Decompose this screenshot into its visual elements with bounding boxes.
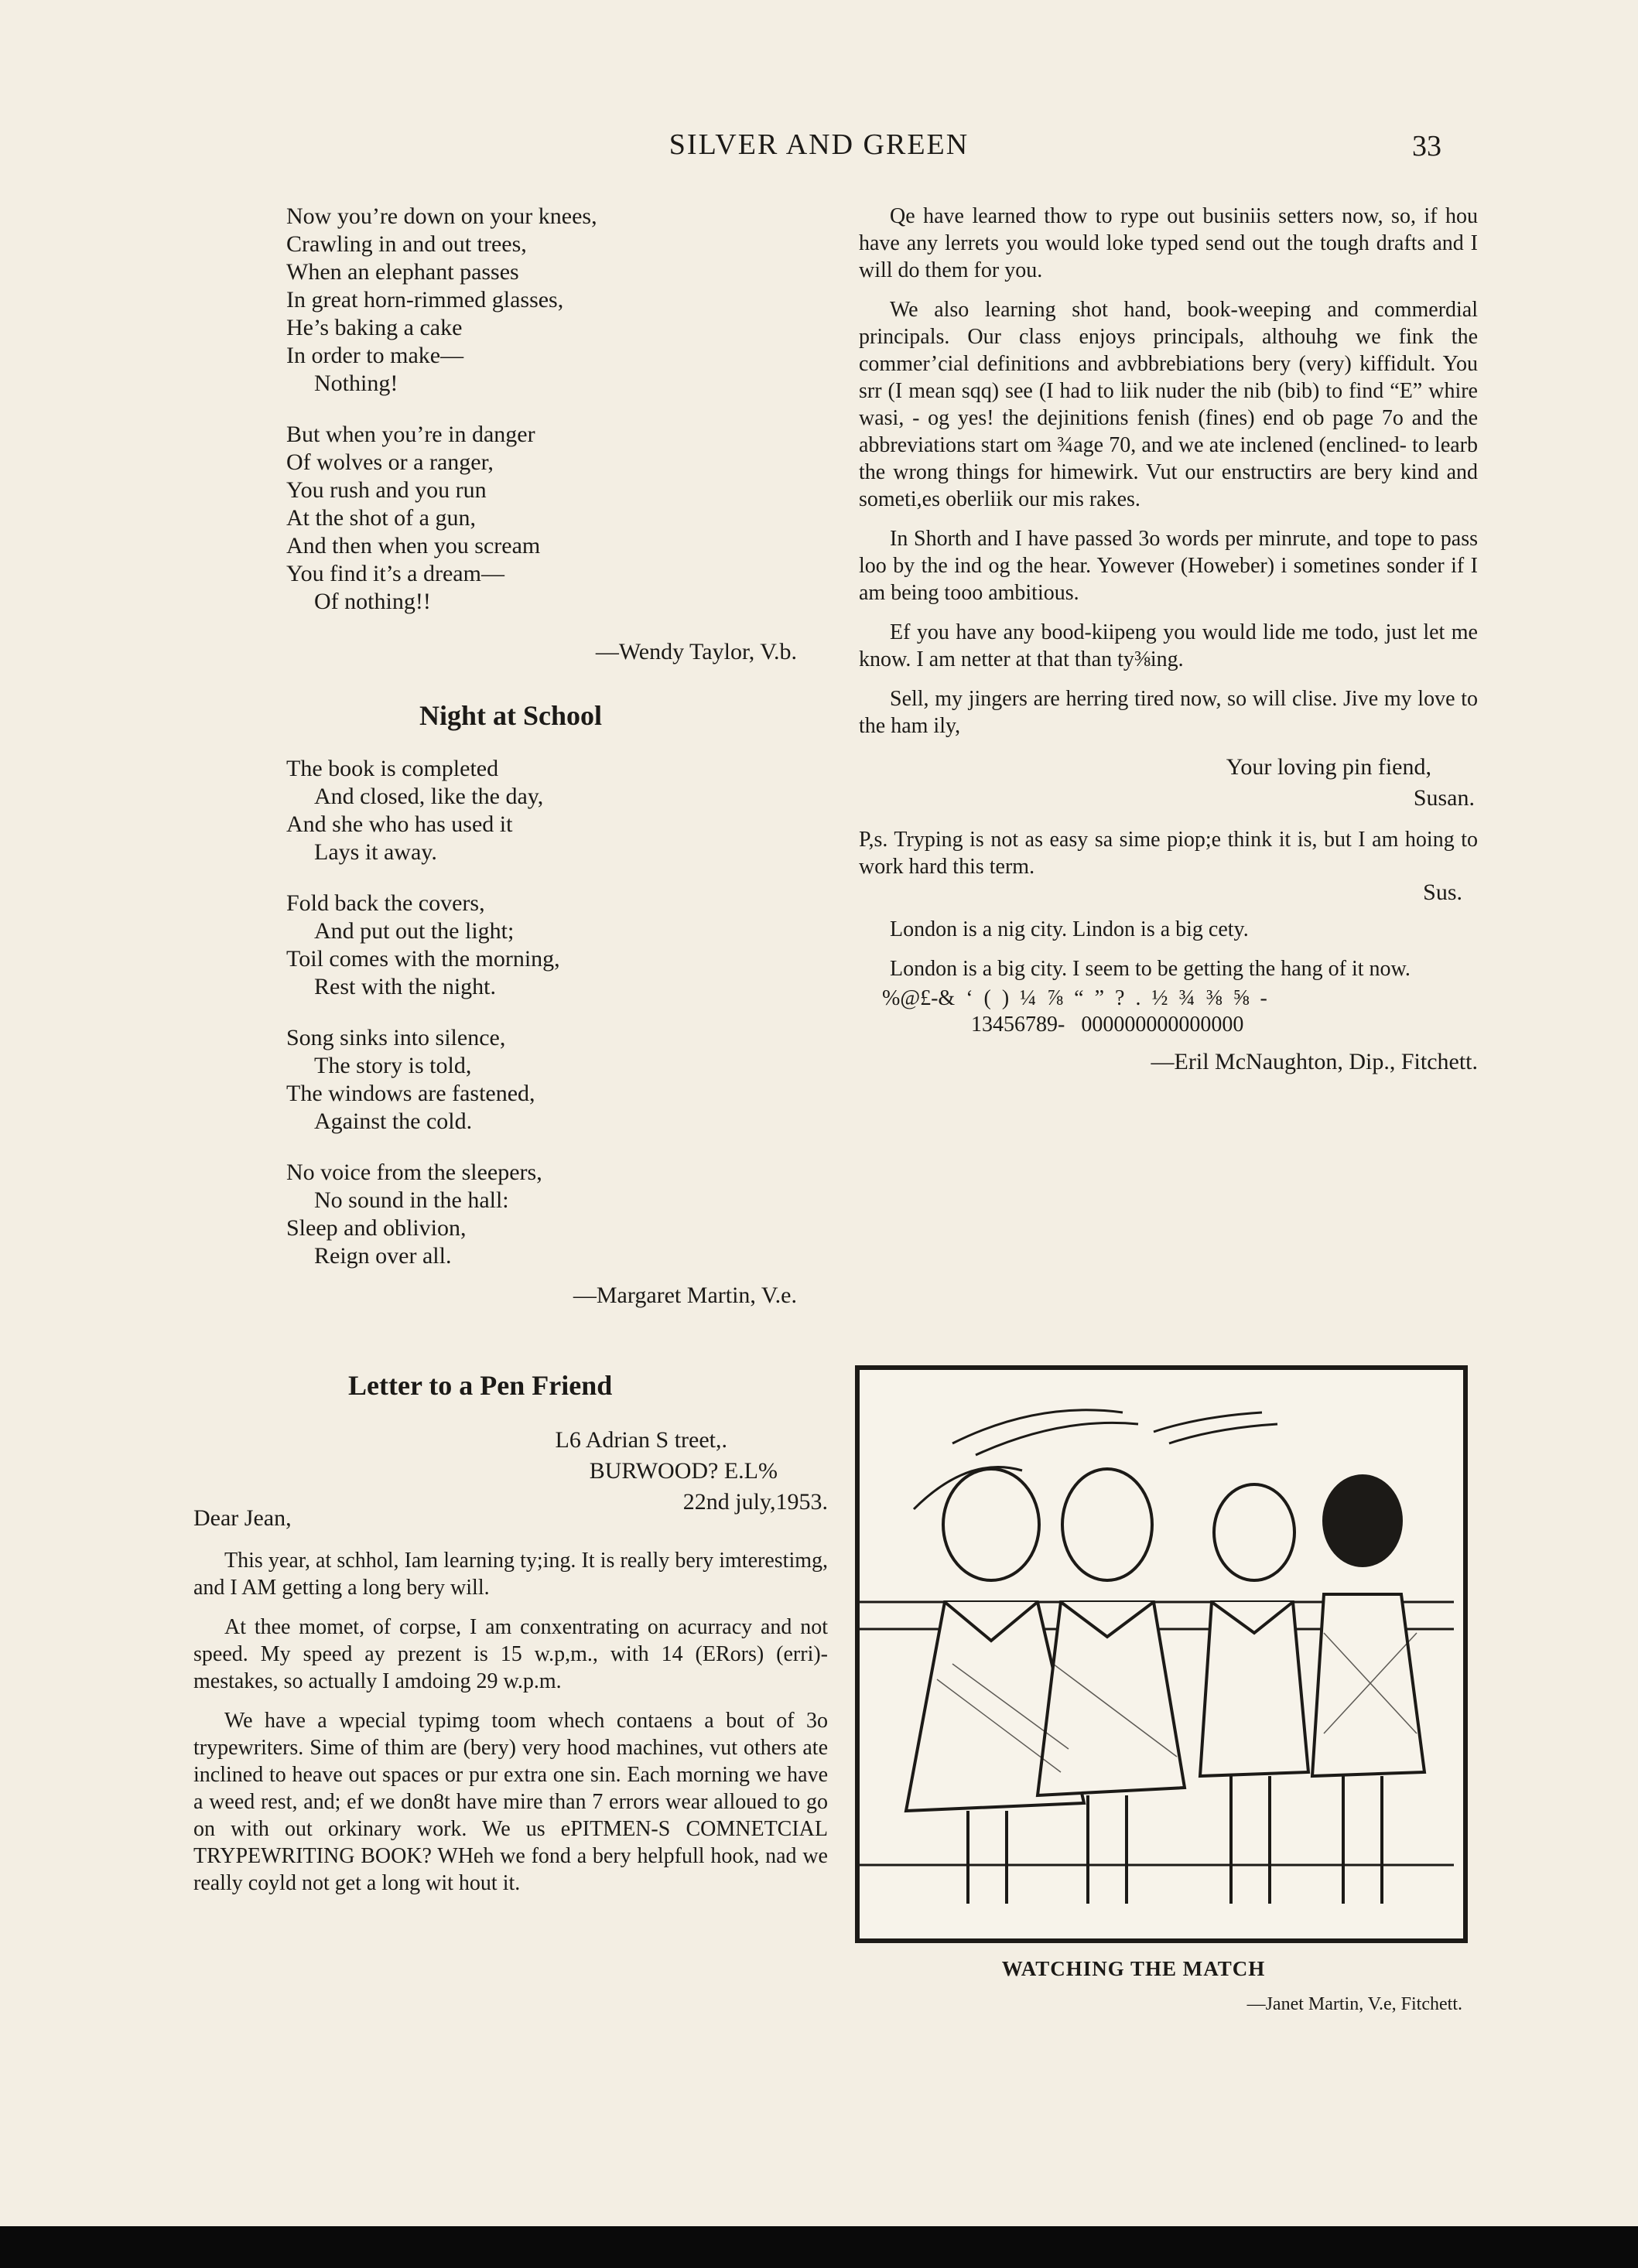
drawing-caption: WATCHING THE MATCH <box>1001 1957 1266 1980</box>
letter-salutation: Dear Jean, <box>193 1505 292 1531</box>
left-column <box>193 203 828 1909</box>
stanza <box>286 890 828 1001</box>
girl-3 <box>1200 1484 1308 1904</box>
stanza <box>286 421 828 616</box>
letter-paragraph: Sell, my jingers are herring tired now, so will clise. Jive my love to the ham ily, <box>859 687 1478 738</box>
ps-signature: Sus. <box>1423 880 1462 905</box>
letter-paragraph: At thee momet, of corpse, I am conxentrating on acurracy and not speed. My speed ay prezent is 15 w.p,m., with 14 (ERors) (erri)- mestakes, so actually I amdoing 29 w.p.m. <box>193 1615 828 1693</box>
poem-line: Sleep and oblivion, <box>286 1215 467 1241</box>
poem-line: When an elephant passes <box>286 259 519 285</box>
letter-closing <box>859 752 1478 814</box>
letter-paragraph: We have a wpecial typimg toom whech contaens a bout of 3o trypewriters. Sime of thim are (bery) very hood machines, vut others ate inclined to heave out spaces or pur extra one sin. Each morning we have a weed rest, and; ef we don8t have mire than 7 errors wear alloued to go on with out orkinary work. We us ePITMEN-S COMNETCIAL TRYPEWRITING BOOK? WHeh we fond a bery helpfull hook, nad we really coyld not get a long wit hout it. <box>193 1709 828 1895</box>
poem-line: The story is told, <box>314 1053 472 1078</box>
poem-line: Of wolves or a ranger, <box>286 449 494 475</box>
poem-line: He’s baking a cake <box>286 315 463 340</box>
scan-edge-bar <box>0 2226 1638 2268</box>
number-line: 13456789- 000000000000000 <box>971 1013 1244 1037</box>
letter-paragraph: Qe have learned thow to rype out businiis setters now, so, if hou have any lerrets you would loke typed send out the tough drafts and I will do them for you. <box>859 204 1478 282</box>
letter-paragraph: We also learning shot hand, book-weeping and commerdial principals. Our class enjoys principals, althouhg we fink the commer’cial definitions and avbbrebiations bery (very) kiffidult. You srr (I mean sqq) see (I had to liik nuder the nib (bib) to find “E” whire wasi, - og yes! the dejinitions fenish (fines) end ob page 7o and the abbreviations start om ¾age 70, and we ate inclened (enclined- to learb the wrong things for himewirk. Vut our enstructirs are bery kind and someti,es oberliik our mis rakes. <box>859 298 1478 511</box>
poem-line: Nothing! <box>314 371 398 396</box>
running-title: SILVER AND GREEN <box>669 128 969 161</box>
drawing-svg <box>860 1370 1454 1929</box>
poem-line: And she who has used it <box>286 811 513 837</box>
poem-line: The book is completed <box>286 756 499 781</box>
stanza <box>286 203 828 398</box>
poem-1 <box>286 203 828 616</box>
address-line: L6 Adrian S treet,. <box>555 1427 727 1453</box>
poem-line: Now you’re down on your knees, <box>286 203 597 229</box>
letter-paragraph: In Shorth and I have passed 3o words per minrute, and tope to pass loo by the ind og the hear. Yowever (Howeber) i sometines sonder if I am being tooo ambitious. <box>859 527 1478 605</box>
poem-line: You rush and you run <box>286 477 487 503</box>
drawing-credit: —Janet Martin, V.e, Fitchett. <box>1246 1994 1462 2014</box>
address-line: BURWOOD? E.L% <box>589 1458 778 1484</box>
poem-line: Fold back the covers, <box>286 890 485 916</box>
poem-2 <box>286 755 828 1270</box>
poem-line: Rest with the night. <box>314 974 496 999</box>
letter-paragraph: This year, at schhol, Iam learning ty;ing. It is really bery imterestimg, and I AM getting a long bery will. <box>193 1549 828 1600</box>
closing-phrase: Your loving pin fiend, <box>1226 754 1431 780</box>
stanza <box>286 1159 828 1270</box>
poem-line: Crawling in and out trees, <box>286 231 527 257</box>
symbol-line: %@£-& ‘ ( ) ¼ ⅞ “ ” ? . ½ ¾ ⅜ ⅝ - <box>882 986 1267 1010</box>
practice-line: London is a nig city. Lindon is a big cety. <box>890 917 1249 941</box>
stanza <box>286 755 828 866</box>
watching-the-match-drawing <box>855 1365 1468 1943</box>
signature: Susan. <box>1413 785 1475 811</box>
poem-line: The windows are fastened, <box>286 1081 535 1106</box>
practice-line: London is a big city. I seem to be getting the hang of it now. <box>890 957 1411 981</box>
poem-line: No sound in the hall: <box>314 1187 509 1213</box>
poem-2-title: Night at School <box>419 700 603 731</box>
poem-line: At the shot of a gun, <box>286 505 476 531</box>
poem-line: Toil comes with the morning, <box>286 946 560 972</box>
page-number: 33 <box>1412 130 1441 162</box>
letter-paragraph: Ef you have any bood-kiipeng you would lide me todo, just let me know. I am netter at that than ty⅜ing. <box>859 620 1478 671</box>
girl-4 <box>1312 1476 1424 1904</box>
poem-line: No voice from the sleepers, <box>286 1160 542 1185</box>
stanza <box>286 1024 828 1136</box>
poem-line: Against the cold. <box>314 1108 473 1134</box>
page-header <box>0 128 1638 166</box>
poem-line: In order to make— <box>286 343 464 368</box>
poem-line: Lays it away. <box>314 839 437 865</box>
postscript: P,s. Tryping is not as easy sa sime piop;e think it is, but I am hoing to work hard this term. <box>859 828 1478 879</box>
letter-body-left <box>193 1547 828 1897</box>
poem-line: And then when you scream <box>286 533 541 558</box>
poem-line: And closed, like the day, <box>314 784 544 809</box>
letter-address <box>193 1425 828 1518</box>
letter-body-right <box>859 203 1478 739</box>
poem-2-attribution: —Margaret Martin, V.e. <box>573 1283 797 1308</box>
poem-line: Of nothing!! <box>314 589 431 614</box>
girl-2 <box>1038 1469 1185 1904</box>
poem-1-attribution: —Wendy Taylor, V.b. <box>595 639 797 664</box>
letter-author: —Eril McNaughton, Dip., Fitchett. <box>1151 1049 1478 1074</box>
address-line: 22nd july,1953. <box>682 1489 828 1515</box>
poem-line: You find it’s a dream— <box>286 561 504 586</box>
poem-line: But when you’re in danger <box>286 422 535 447</box>
poem-line: In great horn-rimmed glasses, <box>286 287 564 313</box>
poem-line: Song sinks into silence, <box>286 1025 506 1050</box>
poem-line: Reign over all. <box>314 1243 452 1269</box>
letter-title: Letter to a Pen Friend <box>348 1370 613 1401</box>
poem-line: And put out the light; <box>314 918 515 944</box>
right-column <box>859 203 1478 1075</box>
ps-signature-block <box>859 877 1478 908</box>
